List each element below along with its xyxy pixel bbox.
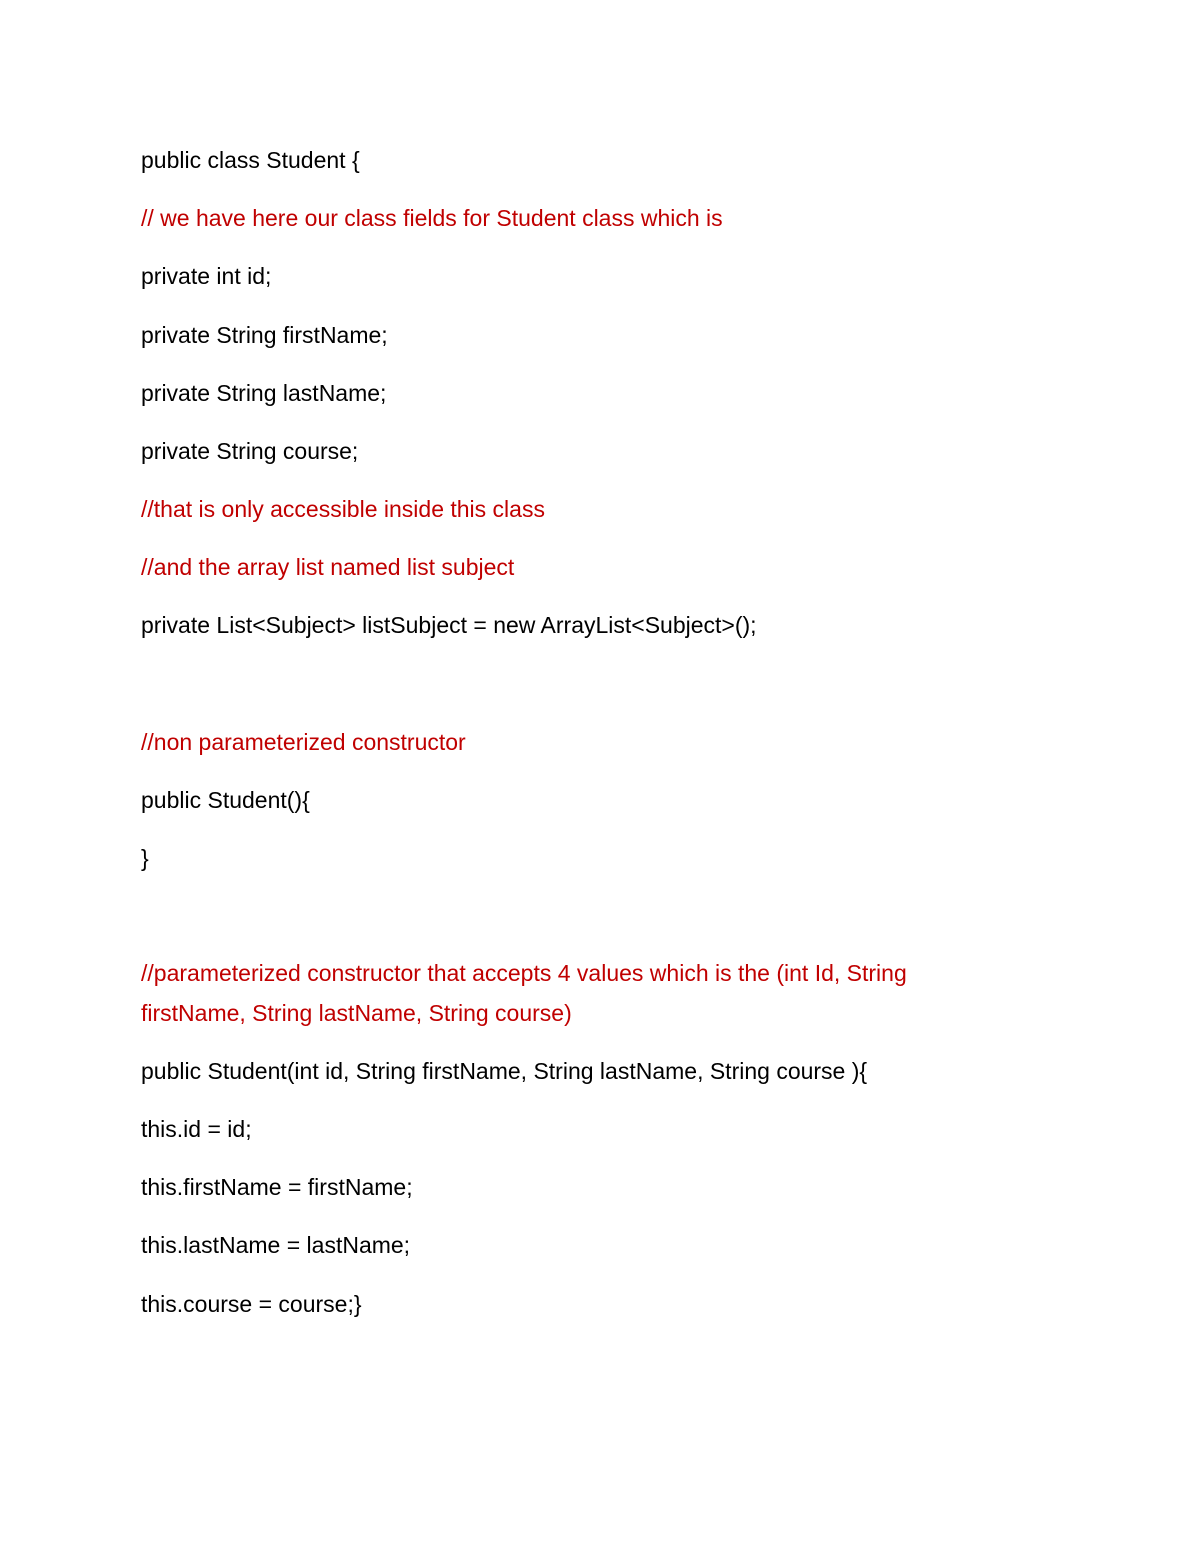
comment-line-accessibility: //that is only accessible inside this class xyxy=(141,496,545,522)
code-line-lastname-field: private String lastName; xyxy=(141,380,387,406)
code-line-class-declaration: public class Student { xyxy=(141,147,360,173)
code-line-default-constructor: public Student(){ xyxy=(141,787,310,813)
code-line-firstname-field: private String firstName; xyxy=(141,322,388,348)
code-line-course-field: private String course; xyxy=(141,438,359,464)
code-line-parameterized-constructor: public Student(int id, String firstName, String lastName, String course ){ xyxy=(141,1058,868,1084)
code-line-assign-course: this.course = course;} xyxy=(141,1291,362,1317)
code-line-closing-brace: } xyxy=(141,845,149,871)
code-line-id-field: private int id; xyxy=(141,263,272,289)
code-line-list-subject: private List<Subject> listSubject = new ArrayList<Subject>(); xyxy=(141,612,757,638)
comment-line-class-fields: // we have here our class fields for Student class which is xyxy=(141,205,723,231)
code-line-assign-lastname: this.lastName = lastName; xyxy=(141,1232,411,1258)
code-line-assign-id: this.id = id; xyxy=(141,1116,252,1142)
comment-line-array-list: //and the array list named list subject xyxy=(141,554,515,580)
comment-line-parameterized-constructor: //parameterized constructor that accepts 4 values which is the (int Id, String firstName, String lastName, String course) xyxy=(141,960,907,1026)
comment-line-non-parameterized-constructor: //non parameterized constructor xyxy=(141,729,466,755)
code-line-assign-firstname: this.firstName = firstName; xyxy=(141,1174,413,1200)
